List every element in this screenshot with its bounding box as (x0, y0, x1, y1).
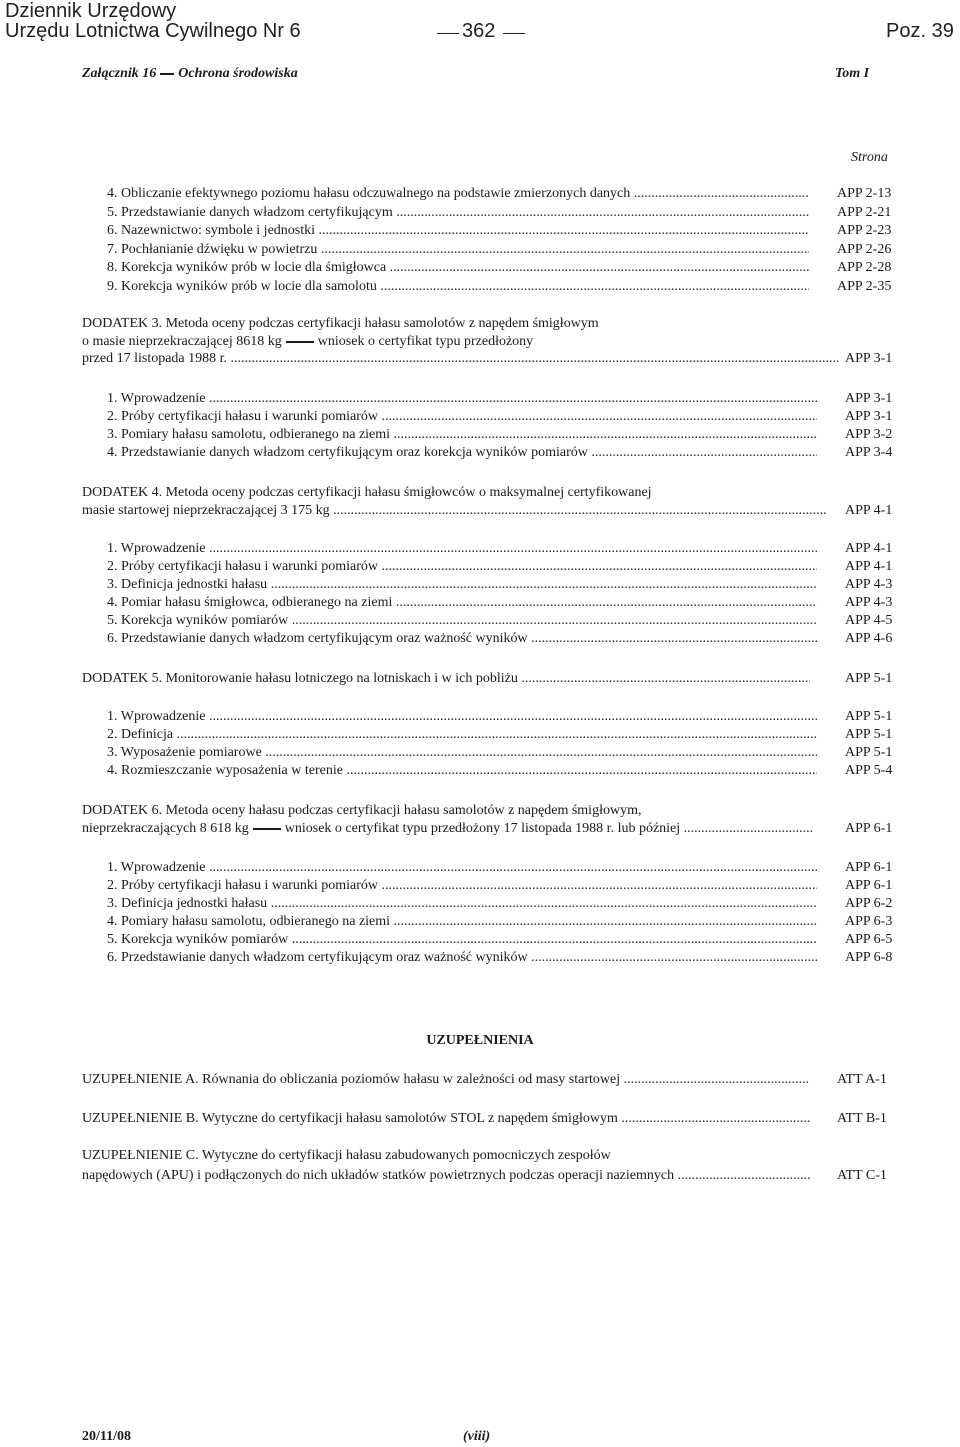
toc-entry-page-ref: APP 3-2 (845, 427, 893, 442)
toc-entry (107, 709, 817, 725)
toc-entry (107, 223, 809, 239)
toc-entry (107, 186, 809, 202)
journal-title-line1: Dziennik Urzędowy (5, 0, 177, 22)
toc-entry-page-ref: APP 6-2 (845, 896, 893, 911)
running-header-topic: Ochrona środowiska (178, 66, 298, 81)
appendix6-title-line2a: nieprzekraczających 8 618 kg (82, 821, 249, 836)
toc-entry-number: 6. (107, 631, 118, 646)
appendix6-title-line2b: wniosek o certyfikat typu przedłożony 17 listopada 1988 r. lub później ..... (285, 821, 814, 836)
toc-entry-number: 2. (107, 409, 118, 424)
toc-entry (107, 878, 817, 894)
appendix3-title-line3 (82, 351, 838, 367)
appendix5-title (82, 671, 810, 687)
toc-entry-title: Wprowadzenie ..... (121, 860, 817, 875)
supplements-heading: UZUPEŁNIENIA (426, 1033, 534, 1048)
toc-entry-page-ref: APP 6-3 (845, 914, 893, 929)
toc-entry-title: Przedstawianie danych władzom certyfikującym oraz ważność wyników ..... (121, 950, 817, 965)
toc-entry-number: 6. (107, 223, 118, 238)
toc-entry-number: 1. (107, 860, 118, 875)
toc-entry-page-ref: APP 2-13 (837, 186, 892, 201)
toc-entry-title: Wyposażenie pomiarowe ..... (121, 745, 817, 760)
toc-entry-page-ref: APP 6-1 (845, 860, 893, 875)
supplement-c-line1: UZUPEŁNIENIE C. Wytyczne do certyfikacji hałasu zabudowanych pomocniczych zespołów (82, 1148, 611, 1163)
toc-entry-title: Pomiary hałasu samolotu, odbieranego na ziemi ..... (121, 427, 817, 442)
toc-entry-title: Wprowadzenie ..... (121, 391, 817, 406)
toc-entry-page-ref: APP 2-23 (837, 223, 892, 238)
toc-entry (107, 860, 817, 876)
toc-entry (107, 896, 817, 912)
toc-entry-number: 4. (107, 445, 118, 460)
appendix5-page-ref: APP 5-1 (845, 671, 893, 686)
supplement-b (82, 1111, 810, 1127)
toc-entry-page-ref: APP 3-1 (845, 391, 893, 406)
toc-entry (107, 745, 817, 761)
toc-entry-number: 2. (107, 559, 118, 574)
toc-entry-page-ref: APP 2-26 (837, 241, 892, 257)
appendix3-title-line3-text: przed 17 listopada 1988 r. ..... (82, 351, 838, 366)
toc-entry-title: Korekcja wyników prób w locie dla śmigłowca ..... (121, 260, 809, 275)
appendix4-title-line2-text: masie startowej nieprzekraczającej 3 175 kg ..... (82, 503, 827, 518)
toc-entry-title: Definicja ..... (121, 727, 817, 742)
appendix5-title-text: DODATEK 5. Monitorowanie hałasu lotniczego na lotniskach i w ich pobliżu ..... (82, 671, 810, 686)
toc-entry (107, 409, 817, 425)
toc-entry-title: Przedstawianie danych władzom certyfikującym oraz ważność wyników ..... (121, 631, 817, 646)
toc-entry (107, 427, 817, 443)
toc-entry-title: Definicja jednostki hałasu ..... (121, 577, 817, 592)
appendix6-page-ref: APP 6-1 (845, 821, 893, 836)
toc-entry-page-ref: APP 5-1 (845, 745, 893, 760)
page-number: 362 (462, 20, 496, 42)
appendix4-page-ref: APP 4-1 (845, 503, 893, 518)
toc-entry-page-ref: APP 3-1 (845, 409, 893, 424)
toc-entry-number: 3. (107, 896, 118, 911)
toc-entry (107, 559, 817, 575)
toc-entry-number: 2. (107, 727, 118, 742)
supplement-c-line2 (82, 1168, 810, 1184)
appendix3-title-line2b: wniosek o certyfikat typu przedłożony (317, 334, 534, 349)
toc-entry-number: 3. (107, 577, 118, 592)
appendix3-page-ref: APP 3-1 (845, 351, 893, 366)
appendix3-title-line2a: o masie nieprzekraczającej 8618 kg (82, 334, 282, 349)
toc-entry-page-ref: APP 2-35 (837, 278, 892, 294)
toc-entry-number: 3. (107, 427, 118, 442)
toc-entry-number: 1. (107, 391, 118, 406)
toc-entry-page-ref: APP 5-1 (845, 709, 893, 724)
toc-entry (107, 763, 817, 779)
toc-entry-page-ref: APP 4-1 (845, 559, 893, 574)
toc-entry (107, 577, 817, 593)
toc-entry-page-ref: APP 5-1 (845, 727, 893, 742)
toc-entry-number: 2. (107, 878, 118, 893)
toc-entry-page-ref: APP 4-1 (845, 541, 893, 556)
toc-entry-page-ref: APP 5-4 (845, 763, 893, 778)
appendix6-title-line2 (82, 821, 814, 837)
toc-entry-number: 8. (107, 260, 118, 275)
toc-entry-title: Definicja jednostki hałasu ..... (121, 896, 817, 911)
toc-entry (107, 391, 817, 407)
toc-entry-page-ref: APP 6-8 (845, 950, 893, 965)
appendix3-dash (286, 341, 314, 343)
appendix6-dash (253, 828, 281, 830)
appendix4-title-line2 (82, 503, 827, 519)
page-number-rule-left (437, 33, 459, 34)
supplement-b-text: UZUPEŁNIENIE B. Wytyczne do certyfikacji hałasu samolotów STOL z napędem śmigłowym ..... (82, 1111, 810, 1126)
toc-entry-number: 4. (107, 186, 118, 201)
appendix4-title-line1: DODATEK 4. Metoda oceny podczas certyfikacji hałasu śmigłowców o maksymalnej certyfikowanej (82, 485, 652, 500)
toc-entry-number: 6. (107, 950, 118, 965)
toc-entry-number: 3. (107, 745, 118, 760)
toc-entry-title: Przedstawianie danych władzom certyfikującym oraz korekcja wyników pomiarów ..... (121, 445, 817, 460)
toc-entry (107, 613, 817, 629)
toc-entry-title: Korekcja wyników pomiarów ..... (121, 613, 817, 628)
toc-entry-title: Pochłanianie dźwięku w powietrzu ..... (121, 242, 809, 257)
journal-title-line2: Urzędu Lotnictwa Cywilnego Nr 6 (5, 20, 301, 42)
page-number-rule-right (503, 33, 525, 34)
toc-entry (107, 631, 817, 647)
toc-entry-page-ref: APP 6-5 (845, 932, 893, 947)
supplement-a-page-ref: ATT A-1 (837, 1072, 887, 1087)
position-label: Poz. 39 (886, 20, 954, 42)
toc-entry (107, 242, 809, 258)
toc-entry (107, 279, 809, 295)
toc-entry-title: Nazewnictwo: symbole i jednostki ..... (121, 223, 809, 238)
toc-entry-number: 4. (107, 595, 118, 610)
toc-entry-page-ref: APP 3-4 (845, 445, 893, 460)
toc-entry (107, 541, 817, 557)
toc-entry-number: 5. (107, 613, 118, 628)
toc-entry-title: Próby certyfikacji hałasu i warunki pomiarów ..... (121, 878, 817, 893)
supplement-c-page-ref: ATT C-1 (837, 1168, 887, 1183)
toc-entry (107, 914, 817, 930)
toc-entry-title: Pomiar hałasu śmigłowca, odbieranego na ziemi ..... (121, 595, 817, 610)
toc-entry-number: 4. (107, 763, 118, 778)
toc-entry-page-ref: APP 2-28 (837, 260, 892, 275)
running-header-left (82, 66, 298, 82)
toc-entry-page-ref: APP 6-1 (845, 878, 893, 893)
toc-entry-page-ref: APP 4-6 (845, 631, 893, 646)
supplement-a-text: UZUPEŁNIENIE A. Równania do obliczania poziomów hałasu w zależności od masy startowej ..... (82, 1072, 810, 1087)
running-header-dash (160, 73, 174, 75)
appendix6-title-line1: DODATEK 6. Metoda oceny hałasu podczas certyfikacji hałasu samolotów z napędem śmigłowym, (82, 803, 642, 818)
appendix3-title-line1: DODATEK 3. Metoda oceny podczas certyfikacji hałasu samolotów z napędem śmigłowym (82, 316, 599, 331)
toc-entry-title: Pomiary hałasu samolotu, odbieranego na ziemi ..... (121, 914, 817, 929)
toc-entry (107, 260, 809, 276)
toc-entry-page-ref: APP 4-5 (845, 613, 893, 628)
toc-entry (107, 445, 817, 461)
toc-entry-number: 4. (107, 914, 118, 929)
toc-entry (107, 950, 817, 966)
toc-entry (107, 205, 809, 221)
toc-entry-title: Korekcja wyników prób w locie dla samolotu ..... (121, 279, 809, 294)
toc-entry-page-ref: APP 2-21 (837, 204, 892, 220)
toc-entry-title: Próby certyfikacji hałasu i warunki pomiarów ..... (121, 409, 817, 424)
supplement-b-page-ref: ATT B-1 (837, 1111, 887, 1126)
toc-entry-title: Obliczanie efektywnego poziomu hałasu odczuwalnego na podstawie zmierzonych danych ..... (121, 186, 809, 201)
toc-entry-title: Przedstawianie danych władzom certyfikującym ..... (121, 205, 809, 220)
running-header-volume: Tom I (835, 66, 870, 81)
appendix3-title-line2 (82, 334, 902, 350)
toc-entry-title: Korekcja wyników pomiarów ..... (121, 932, 817, 947)
toc-entry (107, 932, 817, 948)
toc-entry-title: Próby certyfikacji hałasu i warunki pomiarów ..... (121, 559, 817, 574)
toc-entry-title: Rozmieszczanie wyposażenia w terenie ..... (121, 763, 817, 778)
toc-entry-number: 9. (107, 278, 118, 294)
footer-date: 20/11/08 (82, 1429, 132, 1444)
footer-page-numeral: (viii) (463, 1429, 491, 1444)
toc-entry (107, 727, 817, 743)
toc-entry-page-ref: APP 4-3 (845, 595, 893, 610)
toc-entry-number: 1. (107, 709, 118, 724)
toc-entry-number: 5. (107, 932, 118, 947)
toc-entry-title: Wprowadzenie ..... (121, 541, 817, 556)
running-header-annex: Załącznik 16 (82, 66, 157, 81)
toc-entry-number: 1. (107, 541, 118, 556)
toc-entry-page-ref: APP 4-3 (845, 577, 893, 592)
toc-entry (107, 595, 817, 611)
toc-entry-number: 5. (107, 204, 118, 220)
supplement-c-line2-text: napędowych (APU) i podłączonych do nich układów statków powietrznych podczas operacji naziemnych ..... (82, 1168, 810, 1183)
supplement-a (82, 1072, 810, 1088)
toc-entry-title: Wprowadzenie ..... (121, 709, 817, 724)
page-column-label: Strona (851, 150, 888, 165)
toc-entry-number: 7. (107, 241, 118, 257)
